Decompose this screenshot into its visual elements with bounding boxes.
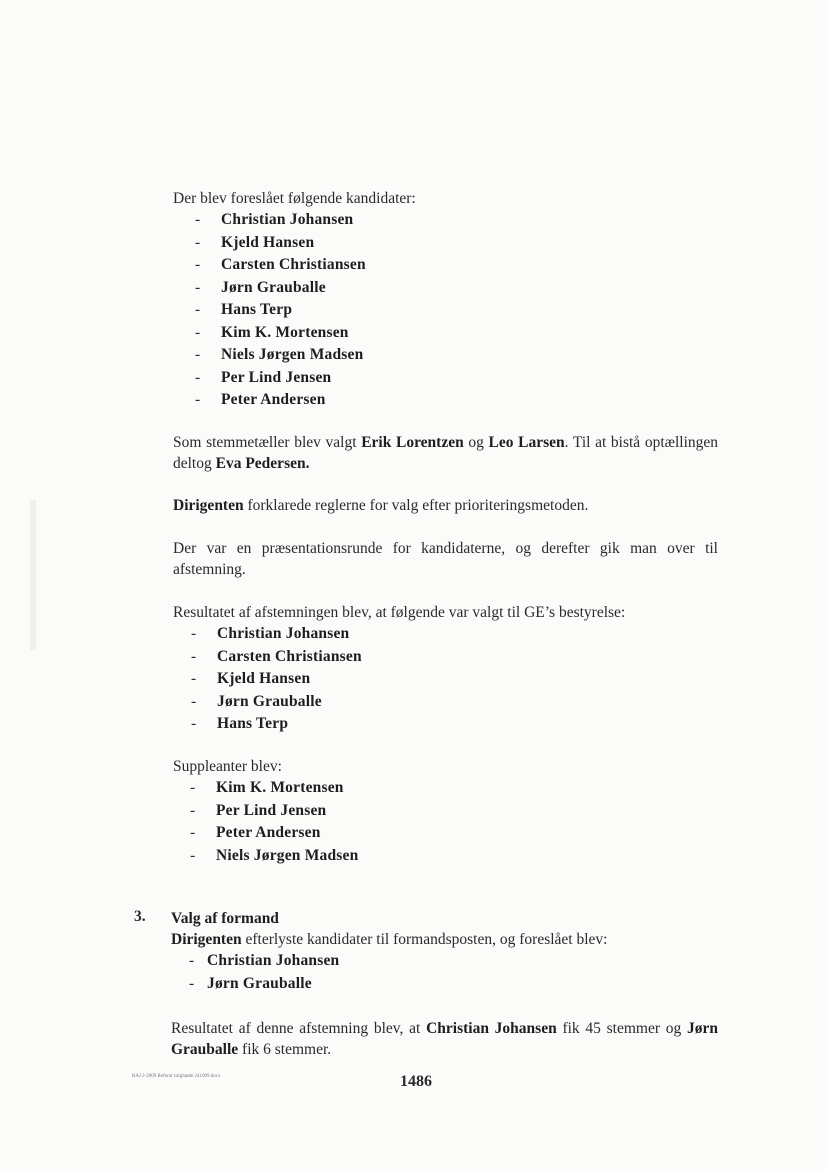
candidate-name: Jørn Grauballe: [221, 278, 326, 296]
substitute-name: Per Lind Jensen: [216, 801, 327, 819]
candidate-name: Peter Andersen: [221, 391, 326, 408]
substitutes-list: [190, 777, 718, 867]
section-3: [171, 908, 718, 995]
substitute-name: Kim K. Mortensen: [216, 779, 344, 796]
assistant-name: Eva Pedersen.: [215, 455, 310, 472]
elected-list: [191, 623, 718, 736]
elected-name: Carsten Christiansen: [217, 647, 362, 665]
candidate-name: Kjeld Hansen: [221, 233, 315, 251]
counter-name-2: Leo Larsen: [488, 434, 565, 451]
counters-text-1: Som stemmetæller blev valgt: [173, 434, 362, 451]
elected-name: Christian Johansen: [217, 625, 350, 642]
result-paragraph: [171, 1018, 718, 1060]
elected-name: Jørn Grauballe: [217, 692, 322, 710]
list-item: - Niels Jørgen Madsen: [195, 346, 364, 363]
list-item: - Carsten Christiansen: [195, 256, 366, 273]
substitute-name: Niels Jørgen Madsen: [216, 846, 359, 864]
substitutes-intro: Suppleanter blev:: [173, 758, 282, 775]
list-item: - Kjeld Hansen: [191, 670, 311, 687]
counters-text-3: . Til at bistå optællingen deltog: [173, 434, 719, 472]
elected-intro: Resultatet af afstemningen blev, at følgende var valgt til GE’s bestyrelse:: [173, 604, 626, 621]
list-item: - Christian Johansen: [189, 952, 340, 969]
rules-text: forklarede reglerne for valg efter prioriteringsmetoden.: [243, 497, 589, 514]
result-text-1: Resultatet af denne afstemning blev, at: [171, 1020, 427, 1037]
candidate-name: Per Lind Jensen: [221, 368, 332, 386]
presentation-text: Der var en præsentationsrunde for kandidaterne, og derefter gik man over til afstemning.: [173, 540, 718, 578]
elected-name: Hans Terp: [217, 715, 289, 732]
list-item: - Peter Andersen: [195, 391, 326, 408]
list-item: - Per Lind Jensen: [195, 368, 332, 386]
list-item: - Christian Johansen: [195, 211, 354, 228]
page-number: 1486: [400, 1073, 432, 1090]
substitute-name: Peter Andersen: [216, 824, 321, 841]
section-number: 3.: [134, 908, 146, 925]
counter-name-1: Erik Lorentzen: [361, 434, 464, 451]
candidate-name: Kim K. Mortensen: [221, 323, 349, 341]
chair-candidates-list: [189, 950, 718, 995]
section-heading: Valg af formand: [171, 910, 279, 927]
list-item: - Carsten Christiansen: [191, 647, 362, 665]
elected-section: [173, 602, 718, 736]
list-item: - Christian Johansen: [191, 625, 350, 642]
result-text-2: fik 45 stemmer og: [556, 1020, 687, 1037]
result-text-3: fik 6 stemmer.: [238, 1041, 332, 1058]
candidate-name: Niels Jørgen Madsen: [221, 346, 364, 363]
footer-file-reference: BAJ 2-2009 Referat valgmøde 241009.docx: [132, 1074, 221, 1079]
list-item: - Peter Andersen: [190, 824, 321, 841]
chair-name: Dirigenten: [171, 931, 242, 948]
list-item: - Kim K. Mortensen: [195, 323, 349, 341]
result-name-1: Christian Johansen: [426, 1020, 557, 1037]
list-item: - Kim K. Mortensen: [190, 779, 344, 796]
elected-name: Kjeld Hansen: [217, 670, 311, 687]
counters-text-2: og: [463, 434, 489, 451]
candidate-name: Christian Johansen: [221, 211, 354, 228]
chair-candidate-name: Christian Johansen: [207, 952, 340, 969]
scan-margin-mark: [30, 500, 36, 650]
list-item: - Jørn Grauballe: [191, 692, 322, 710]
substitutes-section: [173, 756, 718, 867]
result-name-2: Jørn Grauballe: [171, 1020, 718, 1058]
candidates-section: [173, 188, 718, 412]
presentation-paragraph: [173, 538, 718, 580]
list-item: - Kjeld Hansen: [195, 233, 315, 251]
candidate-name: Hans Terp: [221, 301, 293, 318]
rules-paragraph: [173, 495, 718, 516]
candidates-intro: Der blev foreslået følgende kandidater:: [173, 190, 416, 207]
chair-candidate-name: Jørn Grauballe: [207, 974, 312, 992]
list-item: - Hans Terp: [195, 301, 293, 318]
list-item: - Per Lind Jensen: [190, 801, 327, 819]
list-item: - Hans Terp: [191, 715, 289, 732]
chair-name: Dirigenten: [173, 497, 244, 514]
list-item: - Jørn Grauballe: [195, 278, 326, 296]
chair-text: efterlyste kandidater til formandsposten, og foreslået blev:: [241, 931, 608, 948]
list-item: - Niels Jørgen Madsen: [190, 846, 359, 864]
candidate-name: Carsten Christiansen: [221, 256, 366, 273]
list-item: - Jørn Grauballe: [189, 974, 312, 992]
candidates-list: [195, 209, 718, 412]
vote-counters-paragraph: [173, 432, 718, 474]
